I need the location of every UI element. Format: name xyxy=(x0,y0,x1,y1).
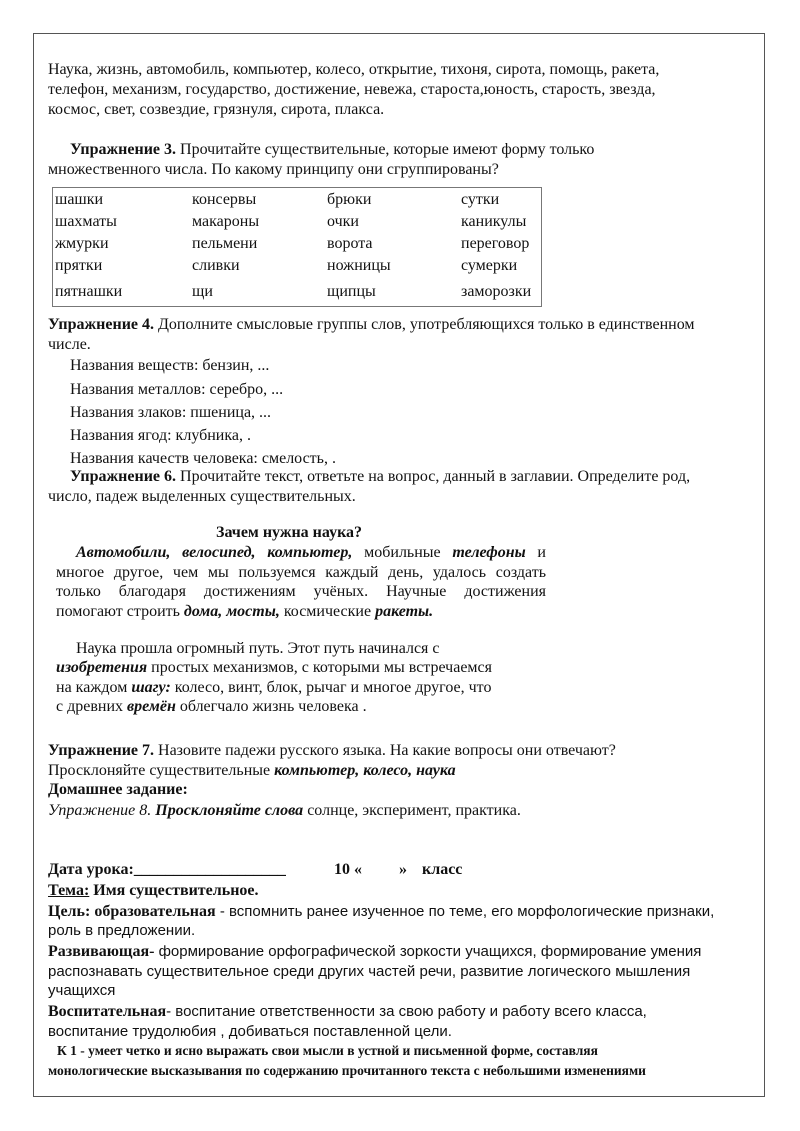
exercise-4-item: Названия качеств человека: смелость, . xyxy=(70,450,336,467)
edu-text-1: - воспитание ответственности за свою работу и работу всего класса, xyxy=(166,1003,647,1020)
homework-exercise xyxy=(48,801,521,821)
table-cell: пельмени xyxy=(192,235,258,252)
story-paragraph-1 xyxy=(56,543,546,621)
homework-exercise-text: солнце, эксперимент, практика. xyxy=(303,802,521,819)
exercise-4-item: Названия злаков: пшеница, ... xyxy=(70,404,272,421)
exercise-4-text-1: Дополните смысловые группы слов, употребляющихся только в единственном xyxy=(154,316,695,333)
exercise-7-line-2 xyxy=(48,761,456,781)
table-cell: щипцы xyxy=(327,283,376,300)
dev-line-2: распознавать существительное среди других частей речи, развитие логического мышления xyxy=(48,963,691,980)
story-paragraph-2-line-4 xyxy=(56,697,367,717)
story-text: облегчало жизнь человека . xyxy=(175,698,367,715)
exercise-4-item: Названия ягод: клубника, . xyxy=(70,427,251,444)
plural-words-table xyxy=(52,187,542,307)
highlighted-noun: изобретения xyxy=(56,659,148,676)
table-cell: шашки xyxy=(55,191,104,208)
class-word: класс xyxy=(422,861,463,878)
highlighted-noun: шагу: xyxy=(131,679,171,696)
table-cell: ворота xyxy=(327,235,373,252)
dev-line-3: учащихся xyxy=(48,982,116,999)
highlighted-nouns: Автомобили, велосипед, компьютер, xyxy=(76,544,353,561)
story-title: Зачем нужна наука? xyxy=(216,524,363,541)
exercise-4-item: Названия веществ: бензин, ... xyxy=(70,357,270,374)
exercise-3-line-1 xyxy=(70,140,594,160)
table-cell: сумерки xyxy=(461,257,518,274)
table-cell: сливки xyxy=(192,257,240,274)
exercise-7-line-1 xyxy=(48,741,616,761)
table-cell: ножницы xyxy=(327,257,391,274)
topic-label: Тема: xyxy=(48,882,90,899)
competency-k1-line-2: монологические высказывания по содержанию прочитанного текста с небольшими изменениями xyxy=(48,1063,646,1078)
highlighted-nouns: дома, мосты, xyxy=(183,602,280,620)
intro-line-2: телефон, механизм, государство, достижение, невежа, староста,юность, старость, звезда, xyxy=(48,81,656,98)
exercise-7-text-1: Назовите падежи русского языка. На какие вопросы они отвечают? xyxy=(154,742,616,759)
table-cell: сутки xyxy=(461,191,500,208)
highlighted-noun: телефоны xyxy=(452,544,526,561)
edu-line-2: воспитание трудолюбия , добиваться поставленной цели. xyxy=(48,1023,452,1040)
table-cell: брюки xyxy=(327,191,372,208)
exercise-3-text-1: Прочитайте существительные, которые имеют форму только xyxy=(176,141,595,158)
dev-line-1 xyxy=(48,942,701,962)
story-text: космические xyxy=(279,602,376,620)
story-text: и многое другое, чем мы пользуемся каждый день, удалось создать только благодаря достижениям учёных. Научные достижения помогают строить xyxy=(56,544,546,620)
story-paragraph-2-line-3 xyxy=(56,678,491,698)
goal-line-2: роль в предложении. xyxy=(48,922,196,939)
dev-text-1: формирование орфографической зоркости учащихся, формирование умения xyxy=(154,943,702,960)
edu-label: Воспитательная xyxy=(48,1003,167,1020)
homework-exercise-label: Упражнение 8. xyxy=(48,802,156,819)
table-cell: очки xyxy=(327,213,359,230)
exercise-6-line-1 xyxy=(70,467,690,487)
table-cell: прятки xyxy=(55,257,103,274)
story-text: простых механизмов, с которыми мы встречаемся xyxy=(147,659,493,676)
exercise-7-label: Упражнение 7. xyxy=(48,742,155,759)
exercise-4-label: Упражнение 4. xyxy=(48,316,155,333)
table-cell: шахматы xyxy=(55,213,117,230)
intro-line-1: Наука, жизнь, автомобиль, компьютер, колесо, открытие, тихоня, сирота, помощь, ракета, xyxy=(48,61,660,78)
exercise-7-words: компьютер, колесо, наука xyxy=(274,762,456,779)
class-number: 10 « xyxy=(334,861,362,878)
story-text: на каждом xyxy=(56,679,132,696)
story-paragraph-2-line-1: Наука прошла огромный путь. Этот путь начинался с xyxy=(76,640,440,657)
exercise-6-label: Упражнение 6. xyxy=(70,468,177,485)
table-cell: щи xyxy=(192,283,213,300)
lesson-topic xyxy=(48,881,259,901)
exercise-3-line-2: множественного числа. По какому принципу они сгруппированы? xyxy=(48,161,499,178)
table-cell: консервы xyxy=(192,191,257,208)
exercise-4-line-2: числе. xyxy=(48,336,91,353)
highlighted-noun: ракеты. xyxy=(375,602,434,620)
table-cell: переговор xyxy=(461,235,530,252)
highlighted-noun: времён xyxy=(127,698,176,715)
story-text: с древних xyxy=(56,698,128,715)
topic-text: Имя существительное. xyxy=(89,882,259,899)
exercise-3-label: Упражнение 3. xyxy=(70,141,177,158)
goal-label: Цель: образовательная xyxy=(48,903,216,920)
story-text: мобильные xyxy=(352,544,453,561)
exercise-4-item: Названия металлов: серебро, ... xyxy=(70,381,284,398)
goal-line-1 xyxy=(48,902,714,922)
lesson-date: Дата урока:___________________ xyxy=(48,861,286,878)
class-quote-close: » xyxy=(399,861,407,878)
table-cell: жмурки xyxy=(55,235,109,252)
intro-line-3: космос, свет, созвездие, грязнуля, сирота, плакса. xyxy=(48,101,385,118)
competency-k1-line-1: К 1 - умеет четко и ясно выражать свои мысли в устной и письменной форме, составляя xyxy=(57,1043,598,1058)
goal-text-1: - вспомнить ранее изученное по теме, его морфологические признаки, xyxy=(215,903,715,920)
story-text: колесо, винт, блок, рычаг и многое другое, что xyxy=(170,679,492,696)
exercise-6-text-1: Прочитайте текст, ответьте на вопрос, данный в заглавии. Определите род, xyxy=(176,468,691,485)
homework-label: Домашнее задание: xyxy=(48,781,188,798)
table-cell: каникулы xyxy=(461,213,527,230)
table-cell: пятнашки xyxy=(55,283,123,300)
homework-exercise-bold: Просклоняйте слова xyxy=(155,802,304,819)
edu-line-1 xyxy=(48,1002,647,1022)
table-cell: макароны xyxy=(192,213,260,230)
dev-label: Развивающая- xyxy=(48,943,155,960)
exercise-4-line-1 xyxy=(48,315,695,335)
exercise-7-text-2: Просклоняйте существительные xyxy=(48,762,275,779)
exercise-6-line-2: число, падеж выделенных существительных. xyxy=(48,488,356,505)
story-paragraph-2-line-2 xyxy=(56,658,492,678)
table-cell: заморозки xyxy=(461,283,532,300)
